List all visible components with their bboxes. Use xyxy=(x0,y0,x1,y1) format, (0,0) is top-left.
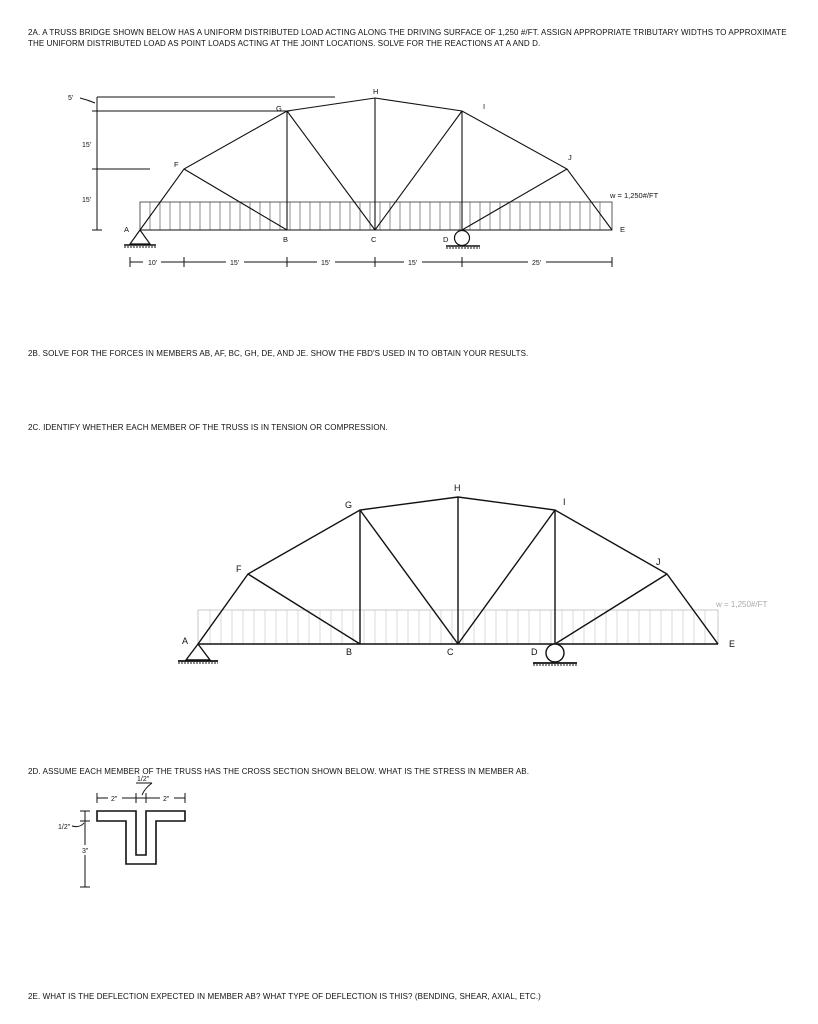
truss-members-1 xyxy=(140,98,612,230)
roller-support-d-2 xyxy=(533,644,577,665)
joint-a-label-2: A xyxy=(182,636,189,646)
web-depth-dim: 3" xyxy=(82,848,89,855)
joint-d-label-1: D xyxy=(443,235,449,244)
flange-thickness-dim: 1/2" xyxy=(58,824,71,831)
truss-diagram-2 xyxy=(178,497,718,665)
joint-c-label-2: C xyxy=(447,647,454,657)
top-thickness-dim: 1/2" xyxy=(137,776,150,783)
joint-i-label-1: I xyxy=(483,102,486,111)
joint-h-label-1: H xyxy=(373,87,379,96)
height-dim-5ft: 5' xyxy=(68,95,74,102)
joint-e-label-1: E xyxy=(620,225,626,234)
joint-e-label-2: E xyxy=(729,639,736,649)
joint-b-label-1: B xyxy=(283,235,289,244)
flange-right-dim: 2" xyxy=(163,796,170,803)
t-section-shape xyxy=(97,811,185,864)
question-2e: 2E. WHAT IS THE DEFLECTION EXPECTED IN MEMBER AB? WHAT TYPE OF DEFLECTION IS THIS? (BENDING, SHEAR, AXIAL, ETC.) xyxy=(28,992,541,1001)
roller-support-d-1 xyxy=(446,231,480,249)
joint-d-label-2: D xyxy=(531,647,538,657)
joint-f-label-2: F xyxy=(236,564,242,574)
question-2b: 2B. SOLVE FOR THE FORCES IN MEMBERS AB, AF, BC, GH, DE, AND JE. SHOW THE FBD'S USED IN TO OBTAIN YOUR RESULTS. xyxy=(28,349,529,358)
flange-left-dim: 2" xyxy=(111,796,118,803)
joint-b-label-2: B xyxy=(346,647,353,657)
truss-diagram-1 xyxy=(80,97,612,267)
question-2c: 2C. IDENTIFY WHETHER EACH MEMBER OF THE TRUSS IS IN TENSION OR COMPRESSION. xyxy=(28,423,388,432)
joint-g-label-1: G xyxy=(276,104,282,113)
joint-g-label-2: G xyxy=(345,500,353,510)
span-dim-4: 15' xyxy=(408,260,418,267)
span-dim-1: 10' xyxy=(148,260,158,267)
joint-f-label-1: F xyxy=(174,160,179,169)
question-2d: 2D. ASSUME EACH MEMBER OF THE TRUSS HAS THE CROSS SECTION SHOWN BELOW. WHAT IS THE STRESS IN MEMBER AB. xyxy=(28,767,530,776)
span-dim-2: 15' xyxy=(230,260,240,267)
question-2a: 2A. A TRUSS BRIDGE SHOWN BELOW HAS A UNIFORM DISTRIBUTED LOAD ACTING ALONG THE DRIVING SURFACE OF 1,250 #/FT. ASSIGN APPROPRIATE TRIBUTARY WIDTHS TO APPROXIMATE THE UNIFORM DISTRIBUTED LOAD AS POINT LOADS ACTING AT THE JOINT LOCATIONS. SOLVE FOR THE REACTIONS AT A AND D. xyxy=(28,28,787,48)
joint-i-label-2: I xyxy=(563,497,566,507)
height-dim-15ft-upper: 15' xyxy=(82,142,92,149)
span-dim-3: 15' xyxy=(321,260,331,267)
joint-a-label-1: A xyxy=(124,225,130,234)
joint-j-label-1: J xyxy=(568,153,572,162)
joint-h-label-2: H xyxy=(454,483,461,493)
load-label-2: w = 1,250#/FT xyxy=(716,600,768,609)
joint-j-label-2: J xyxy=(656,557,661,567)
load-label-1: w = 1,250#/FT xyxy=(610,191,659,200)
height-dim-15ft-lower: 15' xyxy=(82,197,92,204)
span-dim-5: 25' xyxy=(532,260,542,267)
joint-c-label-1: C xyxy=(371,235,377,244)
pin-support-a-2 xyxy=(178,644,218,663)
